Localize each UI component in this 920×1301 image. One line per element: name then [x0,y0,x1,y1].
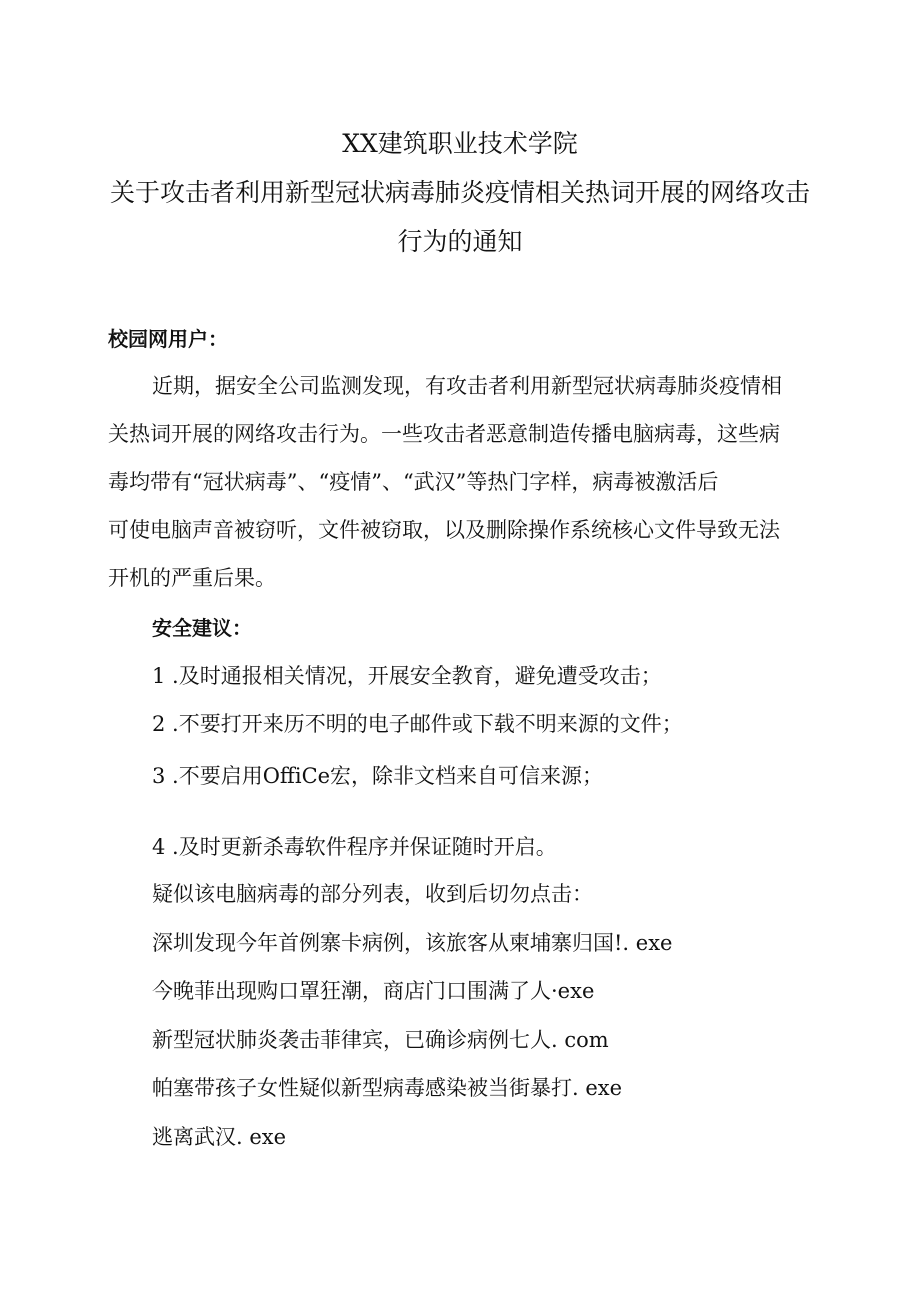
advice-item: 3 .不要启用OffiCe宏，除非文档来自可信来源； [152,764,604,788]
notice-title-line-2: 行为的通知 [397,227,523,256]
advice-heading: 安全建议： [152,616,252,640]
virus-file-item: 帕塞带孩子女性疑似新型病毒感染被当街暴打. exe [152,1076,623,1100]
advice-item: 2 .不要打开来历不明的电子邮件或下载不明来源的文件； [152,712,683,736]
advice-item: 1 .及时通报相关情况，开展安全教育，避免遭受攻击； [152,664,662,688]
paragraph-line: 近期，据安全公司监测发现，有攻击者利用新型冠状病毒肺炎疫情相 [152,374,782,398]
paragraph-line: 毒均带有“冠状病毒”、“疫情”、“武汉”等热门字样，病毒被激活后 [108,470,719,494]
virus-list-intro: 疑似该电脑病毒的部分列表，收到后切勿点击： [152,882,593,906]
paragraph-line: 可使电脑声音被窃听，文件被窃取，以及删除操作系统核心文件导致无法 [108,518,780,542]
paragraph-line: 开机的严重后果。 [108,566,276,590]
salutation: 校园网用户： [108,327,228,351]
advice-item: 4 .及时更新杀毒软件程序并保证随时开启。 [152,835,557,859]
notice-title-line: 关于攻击者利用新型冠状病毒肺炎疫情相关热词开展的网络攻击 [109,178,810,207]
school-name-title: XX建筑职业技术学院 [342,129,578,158]
virus-file-item: 新型冠状肺炎袭击菲律宾，已确诊病例七人. com [152,1028,609,1052]
virus-file-item: 逃离武汉. exe [152,1125,287,1149]
virus-file-item: 深圳发现今年首例寨卡病例，该旅客从柬埔寨归国!. exe [152,931,673,955]
virus-file-item: 今晚菲出现购口罩狂潮，商店门口围满了人·exe [152,979,595,1003]
paragraph-line: 关热词开展的网络攻击行为。一些攻击者恶意制造传播电脑病毒，这些病 [108,422,780,446]
